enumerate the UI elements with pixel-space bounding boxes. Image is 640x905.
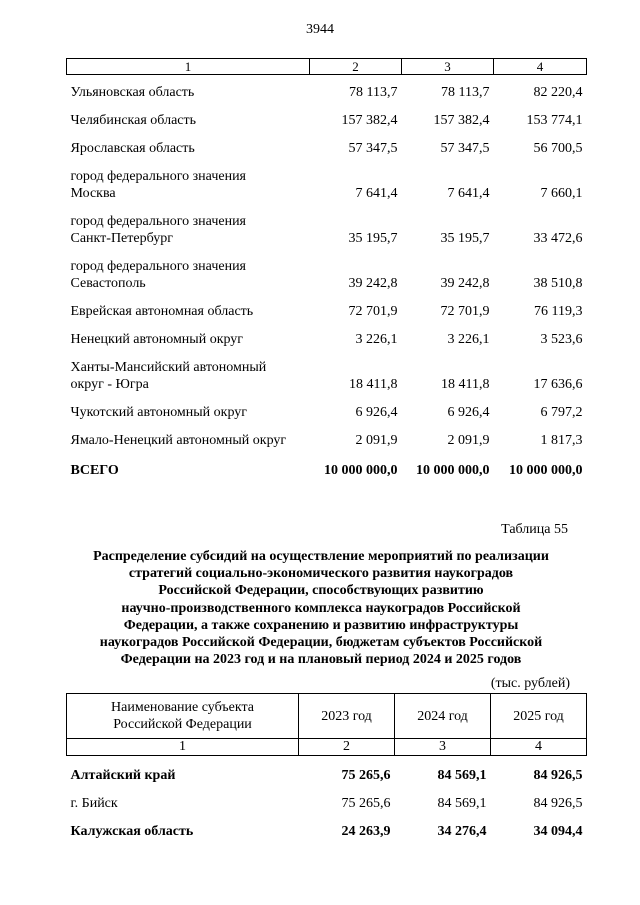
total-col-4: 10 000 000,0 bbox=[509, 463, 583, 478]
value-col-2: 72 701,9 bbox=[348, 304, 398, 319]
value-col-3: 72 701,9 bbox=[440, 304, 490, 319]
table-row bbox=[67, 421, 587, 449]
region-name-line: Чукотский автономный округ bbox=[70, 405, 248, 420]
value-col-3: 35 195,7 bbox=[440, 231, 490, 246]
table-row bbox=[67, 101, 587, 129]
value-2023: 75 265,6 bbox=[341, 796, 391, 811]
column-index-row bbox=[67, 59, 587, 75]
table-row bbox=[67, 75, 587, 102]
table-label: Таблица 55 bbox=[501, 522, 568, 537]
region-name-line: город федерального значения bbox=[70, 214, 246, 229]
region-name bbox=[67, 75, 310, 102]
region-name bbox=[67, 292, 310, 320]
value-2024: 84 569,1 bbox=[437, 796, 487, 811]
column-index: 3 bbox=[395, 739, 491, 756]
value-col-3: 39 242,8 bbox=[440, 276, 490, 291]
value-col-4: 153 774,1 bbox=[526, 113, 583, 128]
value-2024: 34 276,4 bbox=[437, 824, 487, 839]
value-col-4: 1 817,3 bbox=[540, 433, 583, 448]
column-index: 4 bbox=[491, 739, 587, 756]
header-line: Наименование субъекта bbox=[111, 700, 254, 715]
value-col-4: 33 472,6 bbox=[533, 231, 583, 246]
table-title-line: наукоградов Российской Федерации, бюджетам субъектов Российской bbox=[99, 635, 543, 651]
region-name bbox=[67, 421, 310, 449]
subject-name: Алтайский край bbox=[70, 768, 176, 783]
region-name bbox=[67, 320, 310, 348]
table-row bbox=[67, 812, 587, 840]
value-col-4: 56 700,5 bbox=[533, 141, 583, 156]
value-2025: 84 926,5 bbox=[533, 796, 583, 811]
region-name-line: Челябинская область bbox=[70, 113, 196, 128]
region-name bbox=[67, 348, 310, 393]
column-index-row bbox=[67, 739, 587, 756]
table-title-line: научно-производственного комплекса наукоградов Российской bbox=[121, 600, 521, 616]
value-col-3: 18 411,8 bbox=[441, 377, 490, 392]
value-col-4: 76 119,3 bbox=[534, 304, 583, 319]
region-name-line: Ханты-Мансийский автономный bbox=[70, 360, 267, 375]
table-title bbox=[66, 548, 576, 668]
region-name bbox=[67, 202, 310, 247]
region-name-line: Ненецкий автономный округ bbox=[70, 332, 244, 347]
region-name-line: Ярославская область bbox=[70, 141, 195, 156]
value-col-2: 35 195,7 bbox=[348, 231, 398, 246]
total-label: ВСЕГО bbox=[70, 463, 119, 478]
value-col-3: 3 226,1 bbox=[447, 332, 490, 347]
total-row bbox=[67, 449, 587, 479]
table-row bbox=[67, 756, 587, 785]
table-row bbox=[67, 247, 587, 292]
column-index: 2 bbox=[310, 59, 402, 75]
table-row bbox=[67, 393, 587, 421]
page-number: 3944 bbox=[306, 22, 334, 37]
value-col-3: 78 113,7 bbox=[441, 85, 490, 100]
total-col-2: 10 000 000,0 bbox=[324, 463, 398, 478]
value-col-2: 157 382,4 bbox=[341, 113, 398, 128]
total-col-3: 10 000 000,0 bbox=[416, 463, 490, 478]
value-2024: 84 569,1 bbox=[437, 768, 487, 783]
value-col-4: 7 660,1 bbox=[540, 186, 583, 201]
region-name bbox=[67, 157, 310, 202]
column-index: 2 bbox=[299, 739, 395, 756]
subsidy-table-55 bbox=[66, 693, 587, 840]
subsidy-table-continuation bbox=[66, 58, 587, 479]
table-title-line: стратегий социально-экономического развития наукоградов bbox=[128, 566, 514, 582]
column-index: 4 bbox=[494, 59, 587, 75]
region-name bbox=[67, 129, 310, 157]
table-title-line: Федерации, а также сохранению и развитию инфраструктуры bbox=[123, 617, 519, 633]
value-col-4: 6 797,2 bbox=[540, 405, 583, 420]
region-name-line: Ульяновская область bbox=[70, 85, 195, 100]
region-name-line: Еврейская автономная область bbox=[70, 304, 254, 319]
value-col-2: 3 226,1 bbox=[355, 332, 398, 347]
value-col-4: 38 510,8 bbox=[533, 276, 583, 291]
region-name-line: Москва bbox=[70, 186, 116, 201]
header-subject-name bbox=[67, 694, 299, 739]
value-col-3: 6 926,4 bbox=[447, 405, 490, 420]
value-col-3: 57 347,5 bbox=[440, 141, 490, 156]
table-row bbox=[67, 320, 587, 348]
table-title-line: Распределение субсидий на осуществление мероприятий по реализации bbox=[93, 549, 549, 564]
value-col-4: 82 220,4 bbox=[533, 85, 583, 100]
header-year-2025: 2025 год bbox=[491, 694, 587, 739]
header-line: Российской Федерации bbox=[113, 717, 252, 732]
region-name-line: Севастополь bbox=[70, 276, 146, 291]
value-2023: 75 265,6 bbox=[341, 768, 391, 783]
table-row bbox=[67, 348, 587, 393]
header-year-2023: 2023 год bbox=[299, 694, 395, 739]
table-row bbox=[67, 292, 587, 320]
subject-name: г. Бийск bbox=[70, 796, 118, 811]
header-year-2024: 2024 год bbox=[395, 694, 491, 739]
value-col-3: 157 382,4 bbox=[433, 113, 490, 128]
value-col-2: 57 347,5 bbox=[348, 141, 398, 156]
region-name-line: город федерального значения bbox=[70, 259, 246, 274]
value-col-2: 2 091,9 bbox=[355, 433, 398, 448]
table-row bbox=[67, 202, 587, 247]
value-2025: 84 926,5 bbox=[533, 768, 583, 783]
value-col-2: 39 242,8 bbox=[348, 276, 398, 291]
column-index: 1 bbox=[67, 59, 310, 75]
region-name-line: Ямало-Ненецкий автономный округ bbox=[70, 433, 287, 448]
value-col-2: 6 926,4 bbox=[355, 405, 398, 420]
header-row bbox=[67, 694, 587, 739]
column-index: 1 bbox=[67, 739, 299, 756]
value-col-4: 3 523,6 bbox=[540, 332, 583, 347]
region-name bbox=[67, 101, 310, 129]
value-col-4: 17 636,6 bbox=[533, 377, 583, 392]
value-col-3: 7 641,4 bbox=[447, 186, 490, 201]
units-label: (тыс. рублей) bbox=[490, 676, 570, 691]
value-col-2: 78 113,7 bbox=[349, 85, 398, 100]
region-name-line: округ - Югра bbox=[70, 377, 149, 392]
value-2023: 24 263,9 bbox=[341, 824, 391, 839]
value-2025: 34 094,4 bbox=[533, 824, 583, 839]
subject-name: Калужская область bbox=[70, 824, 194, 839]
region-name bbox=[67, 247, 310, 292]
table-title-line: Российской Федерации, способствующих развитию bbox=[158, 583, 484, 599]
table-row bbox=[67, 129, 587, 157]
region-name-line: город федерального значения bbox=[70, 169, 246, 184]
table-row bbox=[67, 157, 587, 202]
region-name bbox=[67, 393, 310, 421]
value-col-2: 7 641,4 bbox=[355, 186, 398, 201]
value-col-3: 2 091,9 bbox=[447, 433, 490, 448]
value-col-2: 18 411,8 bbox=[349, 377, 398, 392]
region-name-line: Санкт-Петербург bbox=[70, 231, 173, 246]
table-row bbox=[67, 784, 587, 812]
column-index: 3 bbox=[402, 59, 494, 75]
table-title-line: Федерации на 2023 год и на плановый период 2024 и 2025 годов bbox=[120, 652, 522, 668]
